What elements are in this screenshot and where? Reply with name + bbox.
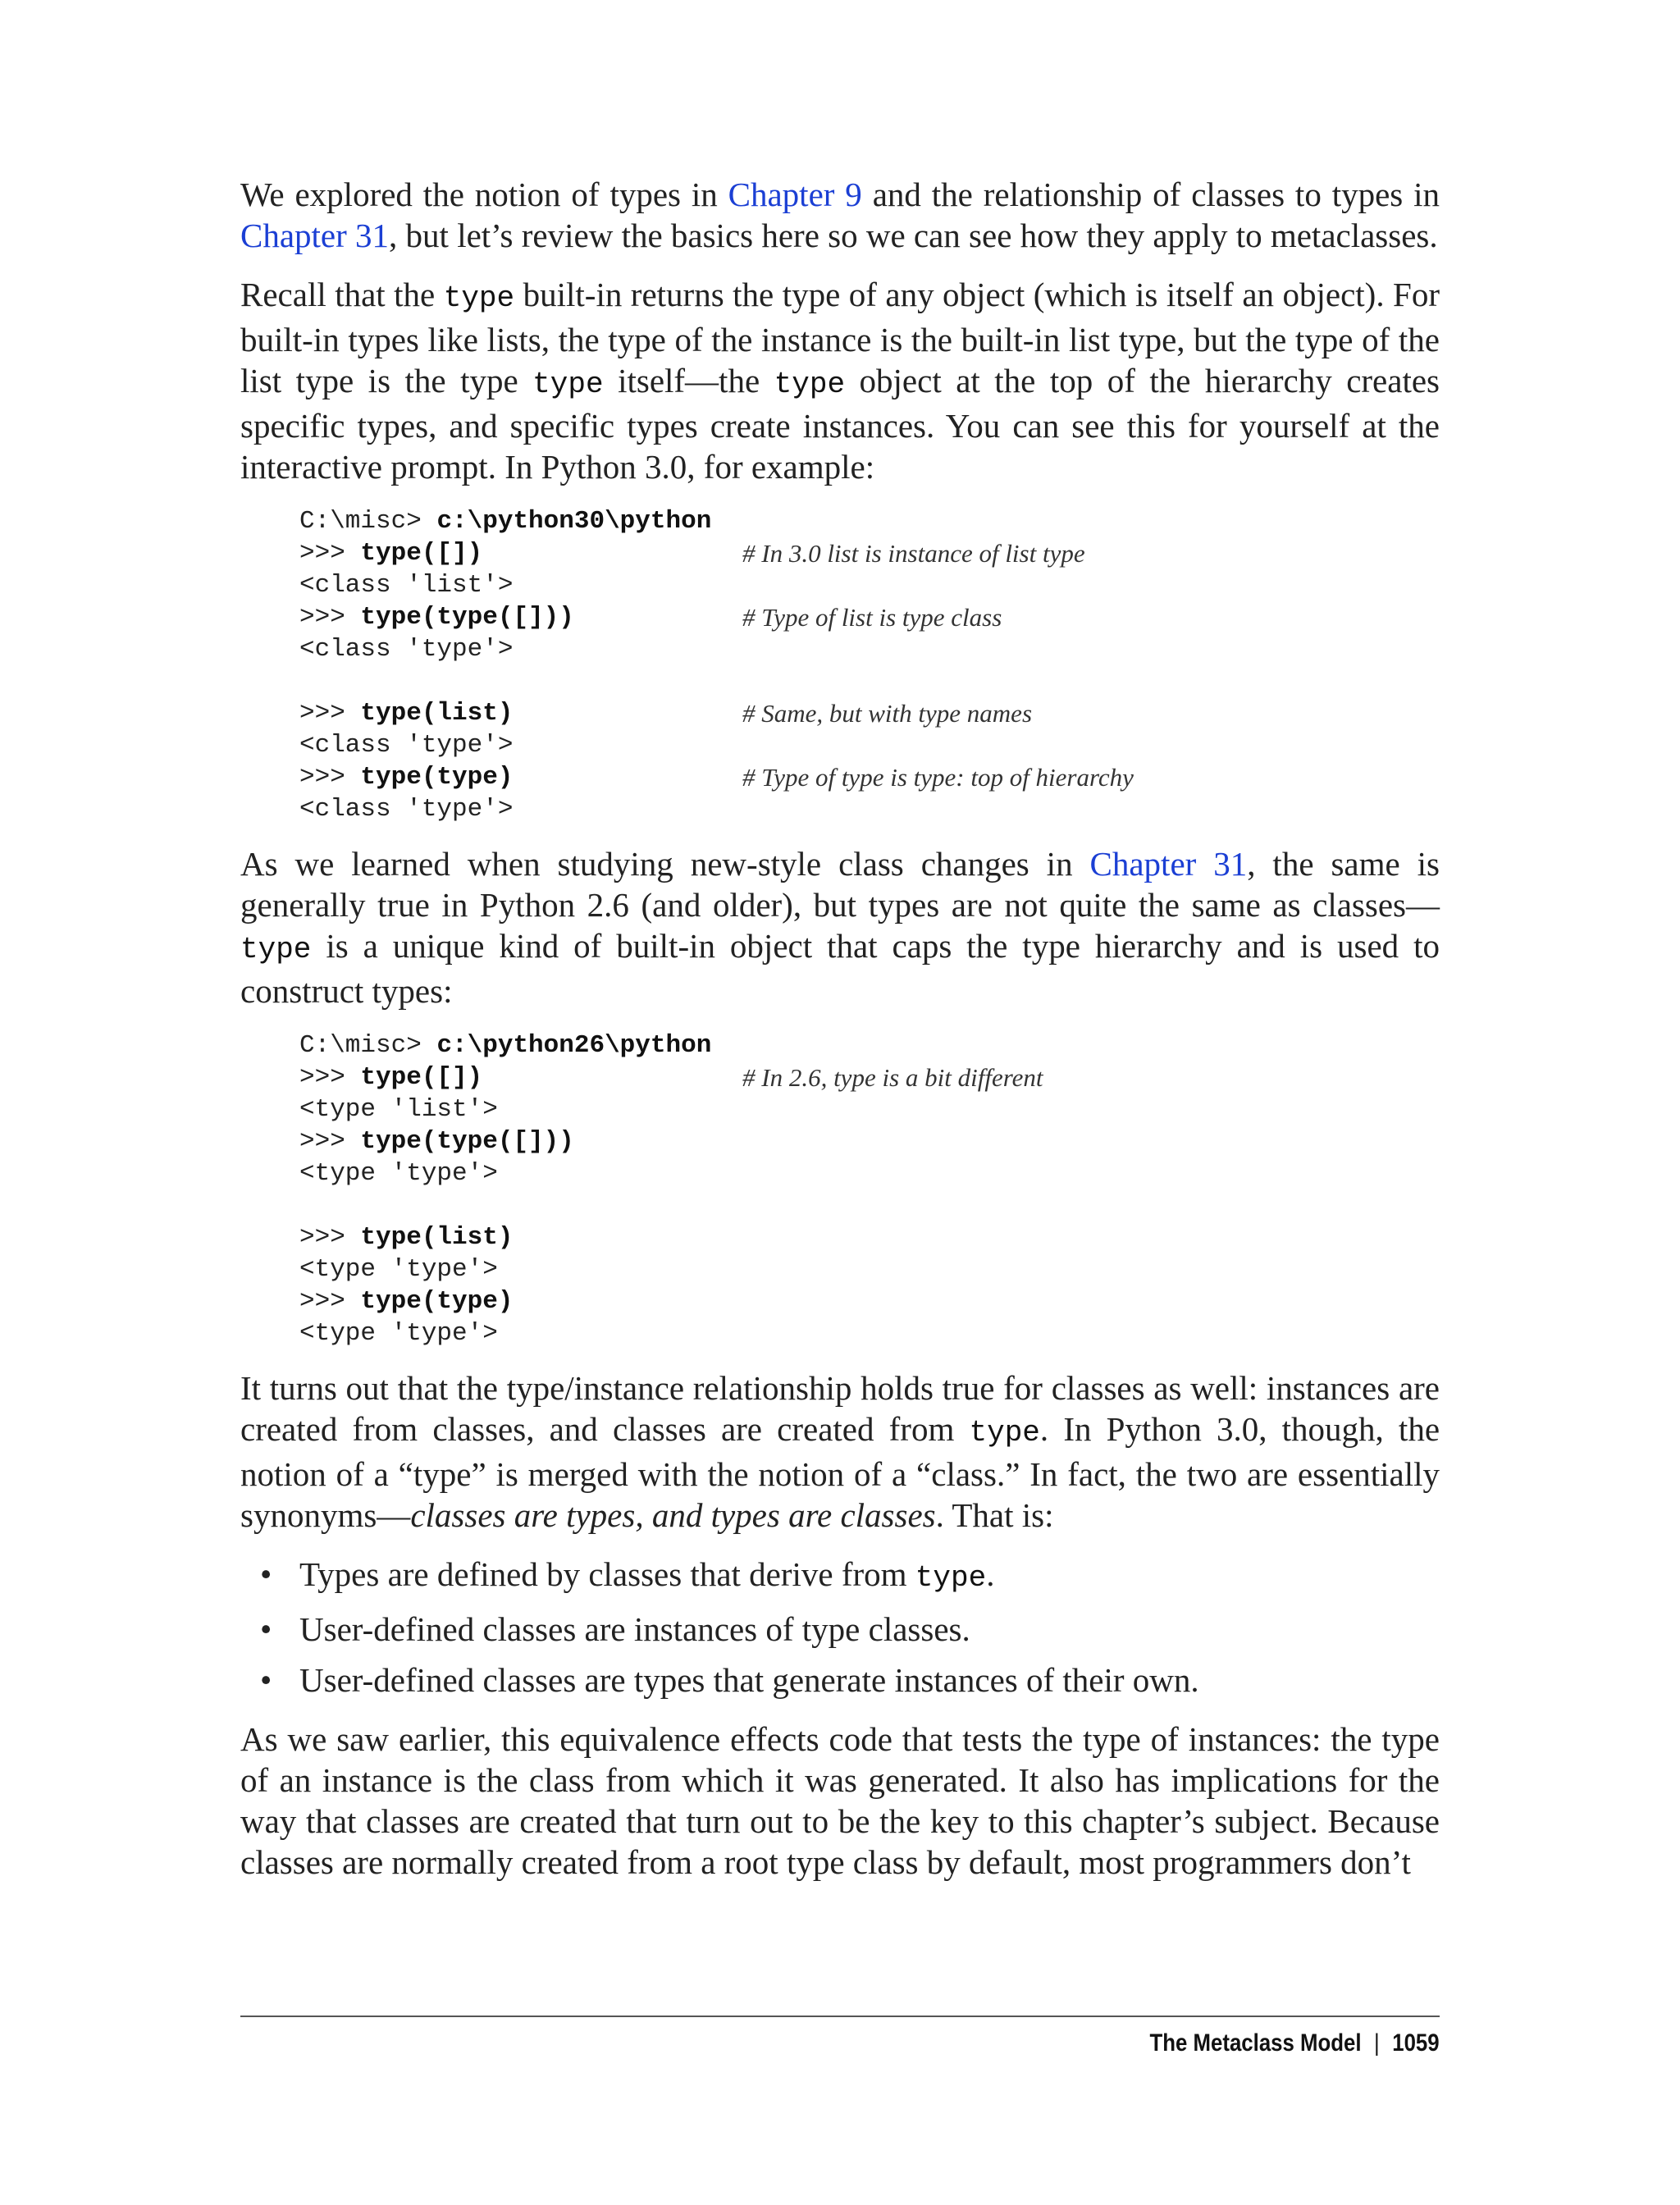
text: built-in returns the type of any object (which is itself an object). For built-in types like lists, the type of the instance is the built-in list type, but the type of the list type is the type bbox=[240, 276, 1440, 399]
code-comment: # Type of type is type: top of hierarchy bbox=[742, 763, 1134, 792]
code-output: <class 'type'> bbox=[299, 731, 514, 760]
code-line: C:\misc> c:\python26\python bbox=[299, 1031, 712, 1060]
link-chapter-31[interactable]: Chapter 31 bbox=[240, 217, 390, 254]
code-block-python30 bbox=[299, 505, 1440, 825]
link-chapter-31[interactable]: Chapter 31 bbox=[1089, 845, 1248, 883]
code-output: <class 'type'> bbox=[299, 635, 514, 664]
paragraph-equivalence: As we saw earlier, this equivalence effects code that tests the type of instances: the type of an instance is the class from which it was generated. It also has implications for the way that classes are created that turn out to be the key to this chapter’s subject. Because classes are normally created from a root type class by default, most programmers don’t bbox=[240, 1720, 1440, 1881]
code-line: >>> type([]) # In 3.0 list is instance of list type bbox=[299, 539, 1085, 568]
paragraph-intro bbox=[240, 174, 1440, 256]
code-output: <type 'type'> bbox=[299, 1319, 498, 1348]
text: , but let’s review the basics here so we can see how they apply to metaclasses. bbox=[389, 217, 1438, 254]
code-line: >>> type(type([])) bbox=[299, 1127, 574, 1156]
paragraph-type-builtin bbox=[240, 274, 1440, 487]
page-number: 1059 bbox=[1392, 2029, 1440, 2057]
inline-code: type bbox=[443, 281, 515, 315]
code-blank-line bbox=[299, 1189, 1440, 1221]
text: We explored the notion of types in bbox=[240, 176, 728, 213]
inline-code: type bbox=[969, 1416, 1040, 1449]
text: and the relationship of classes to types in bbox=[861, 176, 1440, 213]
list-item: • Types are defined by classes that derive from type. bbox=[260, 1555, 995, 1595]
text: It turns out that the type/instance relationship holds true for classes as well: instances are created from classes, and classes are created from bbox=[240, 1369, 1440, 1448]
page-footer bbox=[1150, 2029, 1440, 2057]
code-output: <type 'list'> bbox=[299, 1095, 498, 1124]
text: . That is: bbox=[935, 1496, 1054, 1534]
inline-code: type bbox=[774, 368, 846, 401]
code-line: C:\misc> c:\python30\python bbox=[299, 507, 712, 536]
code-comment: # Type of list is type class bbox=[742, 603, 1002, 632]
code-output: <class 'type'> bbox=[299, 795, 514, 824]
emphasis-text: classes are types, and types are classes bbox=[410, 1496, 936, 1534]
text: object at the top of the hierarchy creates specific types, and specific types create instances. You can see this for yourself at the interactive prompt. In Python 3.0, for example: bbox=[240, 362, 1440, 486]
running-footer-title: The Metaclass Model bbox=[1149, 2029, 1362, 2057]
page-content bbox=[240, 174, 1440, 1883]
text: . In Python 3.0, though, the notion of a “type” is merged with the notion of a “class.” In fact, the two are essentially synonyms— bbox=[240, 1410, 1440, 1534]
code-output: <class 'list'> bbox=[299, 571, 514, 600]
code-line: >>> type(list) # Same, but with type names bbox=[299, 699, 1033, 728]
code-output: <type 'type'> bbox=[299, 1159, 498, 1188]
text: itself—the bbox=[603, 362, 774, 399]
code-comment: # Same, but with type names bbox=[742, 699, 1033, 728]
code-blank-line bbox=[299, 665, 1440, 697]
inline-code: type bbox=[532, 368, 604, 401]
list-item: • User-defined classes are instances of type classes. bbox=[260, 1610, 970, 1648]
code-line: >>> type([]) # In 2.6, type is a bit different bbox=[299, 1063, 1043, 1092]
code-line: >>> type(type([])) # Type of list is type class bbox=[299, 603, 1002, 632]
bullet-marker: • bbox=[260, 1555, 272, 1593]
inline-code: type bbox=[915, 1561, 987, 1595]
link-chapter-9[interactable]: Chapter 9 bbox=[728, 176, 862, 213]
bullet-marker: • bbox=[260, 1661, 272, 1699]
paragraph-type-instance bbox=[240, 1367, 1440, 1536]
text: is a unique kind of built-in object that caps the type hierarchy and is used to construct types: bbox=[240, 927, 1440, 1010]
bullet-list bbox=[240, 1554, 1440, 1701]
text: Recall that the bbox=[240, 276, 444, 313]
code-line: >>> type(list) bbox=[299, 1223, 514, 1252]
list-item: • User-defined classes are types that generate instances of their own. bbox=[260, 1661, 1199, 1699]
footer-divider bbox=[240, 2016, 1440, 2017]
footer-separator: | bbox=[1374, 2029, 1381, 2057]
paragraph-python26 bbox=[240, 843, 1440, 1011]
code-output: <type 'type'> bbox=[299, 1255, 498, 1284]
code-line: >>> type(type) bbox=[299, 1287, 514, 1316]
text: As we learned when studying new-style class changes in bbox=[240, 845, 1090, 883]
code-block-python26 bbox=[299, 1029, 1440, 1349]
code-comment: # In 2.6, type is a bit different bbox=[742, 1063, 1043, 1092]
bullet-marker: • bbox=[260, 1610, 272, 1648]
code-comment: # In 3.0 list is instance of list type bbox=[742, 539, 1085, 568]
code-line: >>> type(type) # Type of type is type: top of hierarchy bbox=[299, 763, 1134, 792]
text: , the same is generally true in Python 2.6 (and older), but types are not quite the same as classes— bbox=[240, 845, 1440, 924]
inline-code: type bbox=[240, 933, 312, 966]
